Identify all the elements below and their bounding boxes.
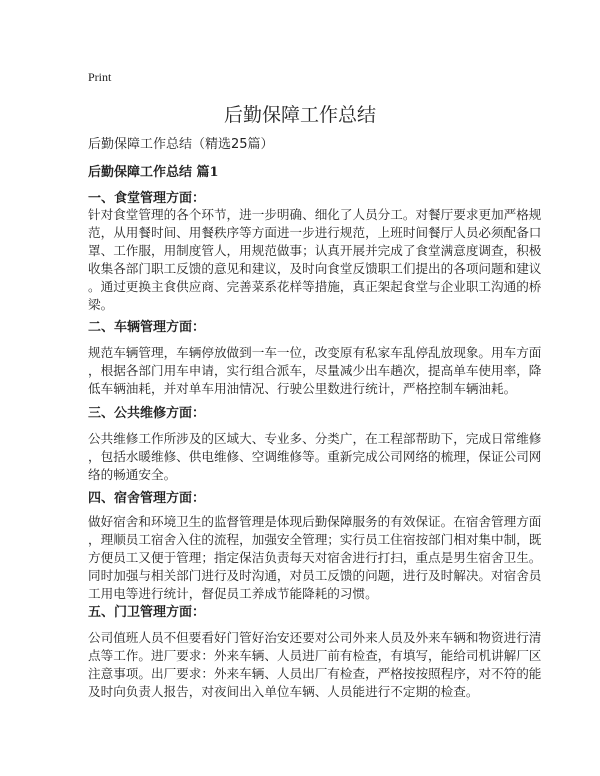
text-line: 工用电等进行统计，督促员工养成节能降耗的习惯。 xyxy=(88,586,378,601)
text-line: 。通过更换主食供应商、完善菜系花样等措施，真正架起食堂与企业职工沟通的桥 xyxy=(88,279,542,294)
text-line: 点等工作。进厂要求：外来车辆、人员进厂前有检查，有填写，能给司机讲解厂区 xyxy=(88,648,542,663)
text-line: 低车辆油耗，并对单车用油情况、行驶公里数进行统计，严格控制车辆油耗。 xyxy=(88,381,517,396)
document-title: 后勤保障工作总结 xyxy=(223,104,376,126)
heading-canteen: 一、食堂管理方面： xyxy=(88,191,206,206)
text-line: 梁。 xyxy=(88,297,114,312)
text-line: 及时向负责人报告，对夜间出入单位车辆、人员能进行不定期的检查。 xyxy=(88,684,479,699)
section-title: 后勤保障工作总结 篇1 xyxy=(88,165,219,180)
text-line: 注意事项。出厂要求：外来车辆、人员出厂有检查，严格按按照程序，对不符的能 xyxy=(88,666,542,681)
text-line: 规范车辆管理，车辆停放做到一车一位，改变原有私家车乱停乱放现象。用车方面 xyxy=(88,345,542,360)
document-subtitle: 后勤保障工作总结（精选25篇） xyxy=(88,137,274,152)
text-line: 公共维修工作所涉及的区域大、专业多、分类广，在工程部帮助下，完成日常维修 xyxy=(88,431,542,446)
heading-gatekeeping: 五、门卫管理方面： xyxy=(88,605,206,620)
paragraph-gatekeeping xyxy=(88,629,541,701)
text-line: 方便员工又便于管理；指定保洁负责每天对宿舍进行打扫，重点是男生宿舍卫生。 xyxy=(88,550,542,565)
text-line: 同时加强与相关部门进行及时沟通，对员工反馈的问题，进行及时解决。对宿舍员 xyxy=(88,568,542,583)
text-line: 做好宿舍和环境卫生的监督管理是体现后勤保障服务的有效保证。在宿舍管理方面 xyxy=(88,514,542,529)
text-line: 针对食堂管理的各个环节，进一步明确、细化了人员分工。对餐厅要求更加严格规 xyxy=(88,207,542,222)
text-line: 收集各部门职工反馈的意见和建议，及时向食堂反馈职工们提出的各项问题和建议 xyxy=(88,261,542,276)
paragraph-canteen xyxy=(88,206,541,314)
paragraph-dormitory xyxy=(88,513,541,603)
text-line: ，根据各部门用车申请，实行组合派车，尽量减少出车趟次，提高单车使用率，降 xyxy=(88,363,542,378)
heading-maintenance: 三、公共维修方面： xyxy=(88,406,206,421)
paragraph-vehicles xyxy=(88,344,541,398)
text-line: ，包括水暖维修、供电维修、空调维修等。重新完成公司网络的梳理，保证公司网 xyxy=(88,449,542,464)
text-line: 络的畅通安全。 xyxy=(88,467,177,482)
paragraph-maintenance xyxy=(88,430,541,484)
text-line: 公司值班人员不但要看好门管好治安还要对公司外来人员及外来车辆和物资进行清 xyxy=(88,630,542,645)
heading-dormitory: 四、宿舍管理方面： xyxy=(88,491,206,506)
text-line: ，理顺员工宿舍入住的流程，加强安全管理；实行员工住宿按部门相对集中制，既 xyxy=(88,532,542,547)
print-link[interactable]: Print xyxy=(88,70,112,84)
text-line: 罩、工作服，用制度管人，用规范做事；认真开展并完成了食堂满意度调查，积极 xyxy=(88,243,542,258)
text-line: 范，从用餐时间、用餐秩序等方面进一步进行规范，上班时间餐厅人员必须配备口 xyxy=(88,225,542,240)
heading-vehicles: 二、车辆管理方面： xyxy=(88,320,206,335)
